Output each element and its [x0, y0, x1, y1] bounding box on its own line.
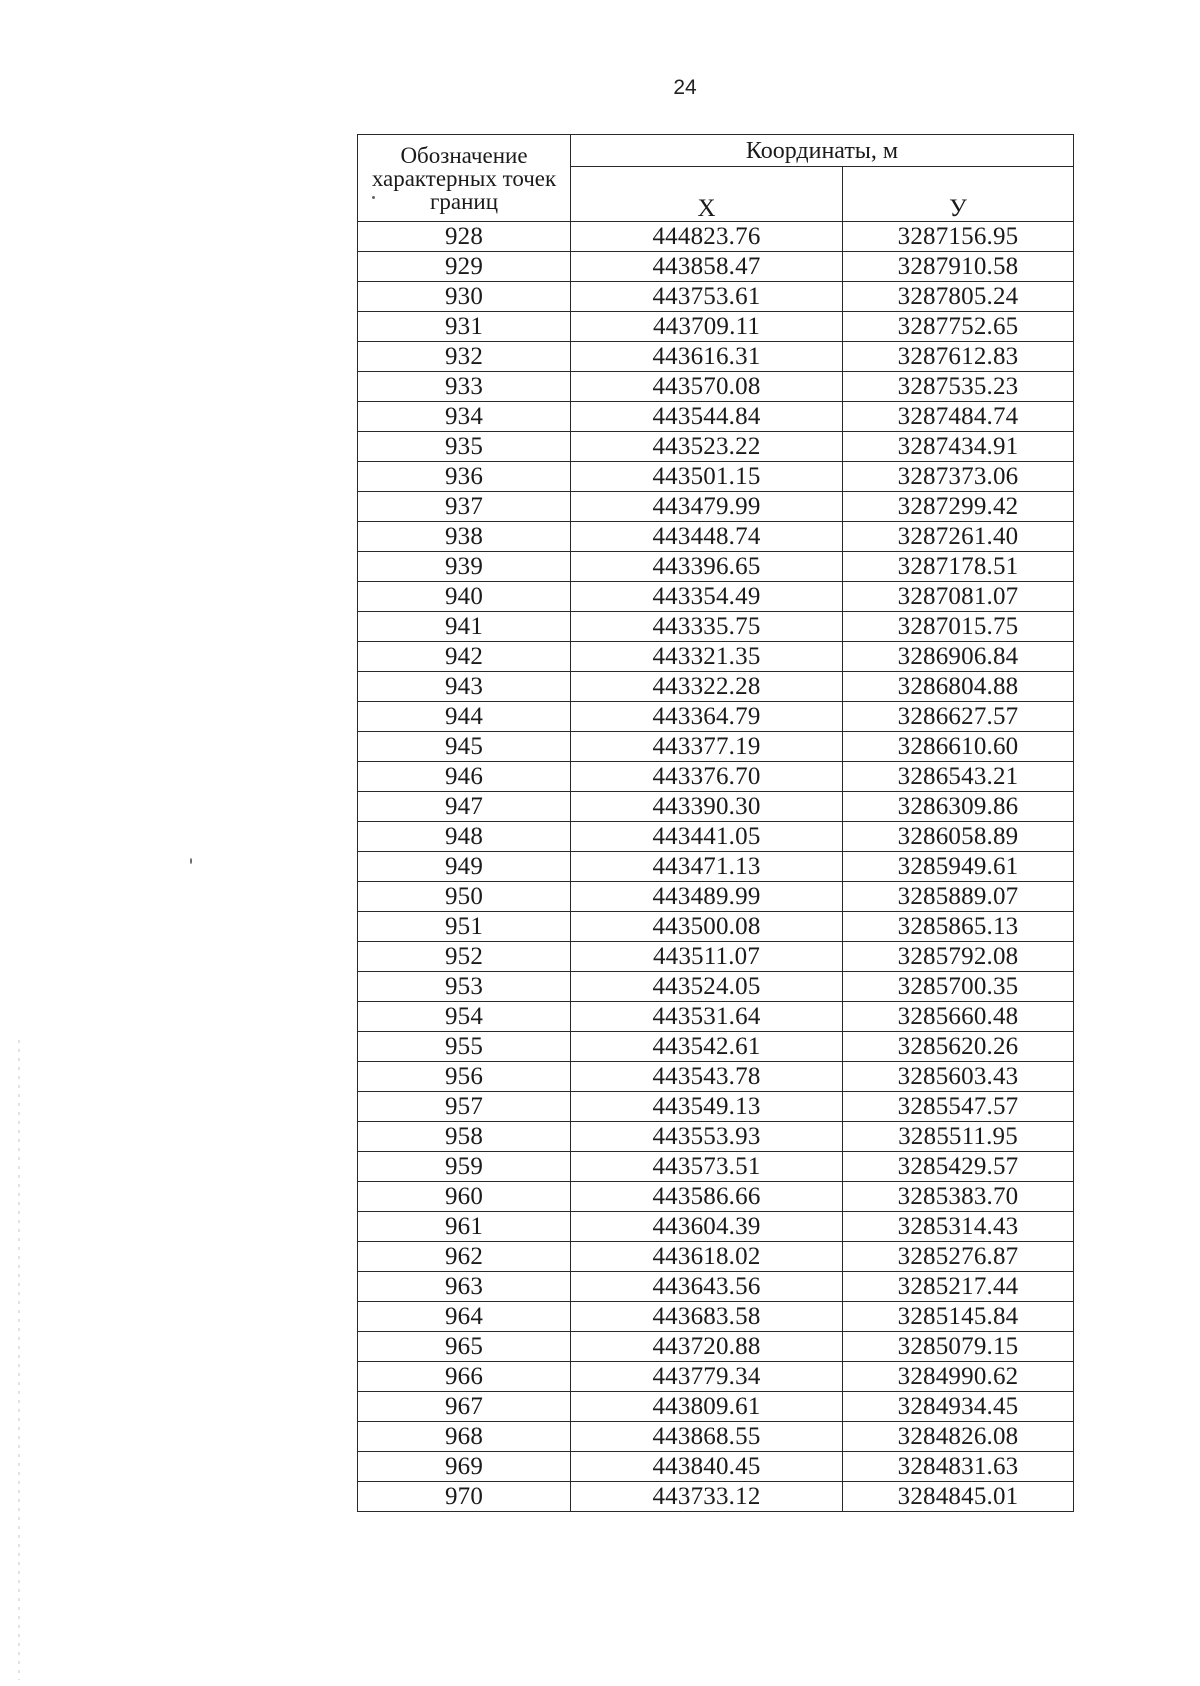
cell-point-number: 945: [358, 732, 571, 762]
cell-x: 443396.65: [571, 552, 843, 582]
cell-x: 443364.79: [571, 702, 843, 732]
cell-point-number: 967: [358, 1392, 571, 1422]
cell-y: 3285429.57: [843, 1152, 1074, 1182]
cell-y: 3287156.95: [843, 222, 1074, 252]
cell-point-number: 948: [358, 822, 571, 852]
cell-y: 3285276.87: [843, 1242, 1074, 1272]
cell-x: 443573.51: [571, 1152, 843, 1182]
cell-x: 443868.55: [571, 1422, 843, 1452]
cell-point-number: 931: [358, 312, 571, 342]
cell-point-number: 933: [358, 372, 571, 402]
cell-y: 3285660.48: [843, 1002, 1074, 1032]
cell-x: 443321.35: [571, 642, 843, 672]
cell-point-number: 936: [358, 462, 571, 492]
cell-x: 443549.13: [571, 1092, 843, 1122]
table-row: [358, 1122, 1074, 1152]
cell-x: 443840.45: [571, 1452, 843, 1482]
table-row: [358, 1392, 1074, 1422]
table-row: [358, 1152, 1074, 1182]
cell-y: 3286058.89: [843, 822, 1074, 852]
cell-x: 443542.61: [571, 1032, 843, 1062]
cell-point-number: 970: [358, 1482, 571, 1512]
table-row: [358, 1062, 1074, 1092]
cell-x: 443471.13: [571, 852, 843, 882]
cell-y: 3287015.75: [843, 612, 1074, 642]
cell-x: 443335.75: [571, 612, 843, 642]
cell-y: 3285217.44: [843, 1272, 1074, 1302]
table-row: [358, 852, 1074, 882]
table-row: [358, 702, 1074, 732]
cell-point-number: 938: [358, 522, 571, 552]
table-row: [358, 552, 1074, 582]
cell-x: 443709.11: [571, 312, 843, 342]
table-row: [358, 282, 1074, 312]
table-row: [358, 642, 1074, 672]
table-row: [358, 402, 1074, 432]
cell-y: 3287299.42: [843, 492, 1074, 522]
cell-x: 443489.99: [571, 882, 843, 912]
cell-point-number: 968: [358, 1422, 571, 1452]
table-row: [358, 222, 1074, 252]
cell-x: 443501.15: [571, 462, 843, 492]
table-header: [358, 135, 1074, 222]
cell-y: 3286906.84: [843, 642, 1074, 672]
cell-x: 443643.56: [571, 1272, 843, 1302]
cell-y: 3287484.74: [843, 402, 1074, 432]
cell-point-number: 930: [358, 282, 571, 312]
cell-y: 3287805.24: [843, 282, 1074, 312]
cell-x: 443779.34: [571, 1362, 843, 1392]
cell-y: 3287261.40: [843, 522, 1074, 552]
table-row: [358, 342, 1074, 372]
table-row: [358, 1272, 1074, 1302]
table-row: [358, 672, 1074, 702]
cell-y: 3286309.86: [843, 792, 1074, 822]
cell-y: 3287612.83: [843, 342, 1074, 372]
cell-y: 3284934.45: [843, 1392, 1074, 1422]
cell-y: 3287178.51: [843, 552, 1074, 582]
cell-point-number: 964: [358, 1302, 571, 1332]
cell-x: 443683.58: [571, 1302, 843, 1332]
cell-y: 3285314.43: [843, 1212, 1074, 1242]
cell-x: 443523.22: [571, 432, 843, 462]
cell-y: 3286804.88: [843, 672, 1074, 702]
table-row: [358, 912, 1074, 942]
header-point-name: Обозначение характерных точек границ: [358, 135, 571, 222]
cell-x: 443858.47: [571, 252, 843, 282]
cell-point-number: 965: [358, 1332, 571, 1362]
cell-x: 443531.64: [571, 1002, 843, 1032]
cell-point-number: 960: [358, 1182, 571, 1212]
cell-x: 444823.76: [571, 222, 843, 252]
cell-x: 443511.07: [571, 942, 843, 972]
cell-point-number: 940: [358, 582, 571, 612]
table-row: [358, 942, 1074, 972]
cell-x: 443376.70: [571, 762, 843, 792]
cell-point-number: 949: [358, 852, 571, 882]
cell-point-number: 941: [358, 612, 571, 642]
cell-x: 443753.61: [571, 282, 843, 312]
cell-y: 3285792.08: [843, 942, 1074, 972]
table-row: [358, 792, 1074, 822]
cell-point-number: 958: [358, 1122, 571, 1152]
cell-point-number: 947: [358, 792, 571, 822]
table-row: [358, 1092, 1074, 1122]
cell-point-number: 942: [358, 642, 571, 672]
cell-y: 3284826.08: [843, 1422, 1074, 1452]
cell-x: 443604.39: [571, 1212, 843, 1242]
table-row: [358, 972, 1074, 1002]
cell-point-number: 935: [358, 432, 571, 462]
cell-point-number: 961: [358, 1212, 571, 1242]
cell-x: 443586.66: [571, 1182, 843, 1212]
cell-point-number: 934: [358, 402, 571, 432]
cell-point-number: 932: [358, 342, 571, 372]
cell-y: 3284845.01: [843, 1482, 1074, 1512]
cell-point-number: 952: [358, 942, 571, 972]
cell-x: 443479.99: [571, 492, 843, 522]
cell-point-number: 955: [358, 1032, 571, 1062]
table-row: [358, 1242, 1074, 1272]
cell-point-number: 969: [358, 1452, 571, 1482]
header-coordinates: Координаты, м: [571, 135, 1074, 167]
cell-y: 3285700.35: [843, 972, 1074, 1002]
cell-x: 443448.74: [571, 522, 843, 552]
cell-x: 443720.88: [571, 1332, 843, 1362]
cell-point-number: 929: [358, 252, 571, 282]
table-row: [358, 522, 1074, 552]
cell-x: 443322.28: [571, 672, 843, 702]
cell-y: 3285889.07: [843, 882, 1074, 912]
cell-x: 443377.19: [571, 732, 843, 762]
cell-y: 3285383.70: [843, 1182, 1074, 1212]
header-y: У: [843, 167, 1074, 222]
table-row: [358, 372, 1074, 402]
table-row: [358, 492, 1074, 522]
cell-y: 3287081.07: [843, 582, 1074, 612]
cell-point-number: 944: [358, 702, 571, 732]
table-row: [358, 432, 1074, 462]
cell-point-number: 939: [358, 552, 571, 582]
table-row: [358, 1482, 1074, 1512]
cell-x: 443809.61: [571, 1392, 843, 1422]
table-row: [358, 1002, 1074, 1032]
cell-x: 443390.30: [571, 792, 843, 822]
cell-y: 3287910.58: [843, 252, 1074, 282]
table-row: [358, 462, 1074, 492]
table-row: [358, 1182, 1074, 1212]
cell-y: 3286543.21: [843, 762, 1074, 792]
table-row: [358, 582, 1074, 612]
cell-x: 443543.78: [571, 1062, 843, 1092]
cell-y: 3284831.63: [843, 1452, 1074, 1482]
cell-point-number: 928: [358, 222, 571, 252]
cell-y: 3285620.26: [843, 1032, 1074, 1062]
cell-y: 3285603.43: [843, 1062, 1074, 1092]
cell-point-number: 937: [358, 492, 571, 522]
table-row: [358, 1332, 1074, 1362]
cell-point-number: 966: [358, 1362, 571, 1392]
cell-point-number: 943: [358, 672, 571, 702]
cell-x: 443524.05: [571, 972, 843, 1002]
cell-y: 3285511.95: [843, 1122, 1074, 1152]
cell-x: 443441.05: [571, 822, 843, 852]
cell-y: 3287434.91: [843, 432, 1074, 462]
cell-y: 3285145.84: [843, 1302, 1074, 1332]
cell-y: 3286610.60: [843, 732, 1074, 762]
table-body: [358, 222, 1074, 1512]
table-row: [358, 312, 1074, 342]
table-row: [358, 1212, 1074, 1242]
page-number: 24: [673, 76, 697, 99]
cell-x: 443354.49: [571, 582, 843, 612]
cell-x: 443544.84: [571, 402, 843, 432]
table-row: [358, 1302, 1074, 1332]
cell-x: 443553.93: [571, 1122, 843, 1152]
cell-point-number: 946: [358, 762, 571, 792]
cell-y: 3285547.57: [843, 1092, 1074, 1122]
cell-point-number: 953: [358, 972, 571, 1002]
cell-point-number: 963: [358, 1272, 571, 1302]
cell-y: 3285079.15: [843, 1332, 1074, 1362]
cell-point-number: 954: [358, 1002, 571, 1032]
table-row: [358, 1452, 1074, 1482]
cell-x: 443616.31: [571, 342, 843, 372]
cell-y: 3287535.23: [843, 372, 1074, 402]
cell-point-number: 962: [358, 1242, 571, 1272]
cell-y: 3285865.13: [843, 912, 1074, 942]
table-row: [358, 882, 1074, 912]
table-row: [358, 1362, 1074, 1392]
cell-point-number: 959: [358, 1152, 571, 1182]
scan-speck: [190, 858, 192, 864]
table-row: [358, 822, 1074, 852]
cell-y: 3284990.62: [843, 1362, 1074, 1392]
cell-x: 443618.02: [571, 1242, 843, 1272]
table-row: [358, 732, 1074, 762]
scan-edge-noise: [18, 1040, 20, 1680]
cell-y: 3286627.57: [843, 702, 1074, 732]
cell-y: 3285949.61: [843, 852, 1074, 882]
header-x: X: [571, 167, 843, 222]
cell-y: 3287373.06: [843, 462, 1074, 492]
table-row: [358, 762, 1074, 792]
cell-point-number: 951: [358, 912, 571, 942]
cell-x: 443733.12: [571, 1482, 843, 1512]
cell-point-number: 957: [358, 1092, 571, 1122]
cell-x: 443570.08: [571, 372, 843, 402]
table-row: [358, 1422, 1074, 1452]
cell-y: 3287752.65: [843, 312, 1074, 342]
cell-point-number: 950: [358, 882, 571, 912]
scan-speck: [372, 196, 375, 199]
cell-point-number: 956: [358, 1062, 571, 1092]
cell-x: 443500.08: [571, 912, 843, 942]
table-row: [358, 612, 1074, 642]
table-row: [358, 1032, 1074, 1062]
coordinates-table: [357, 134, 1074, 1512]
table-row: [358, 252, 1074, 282]
